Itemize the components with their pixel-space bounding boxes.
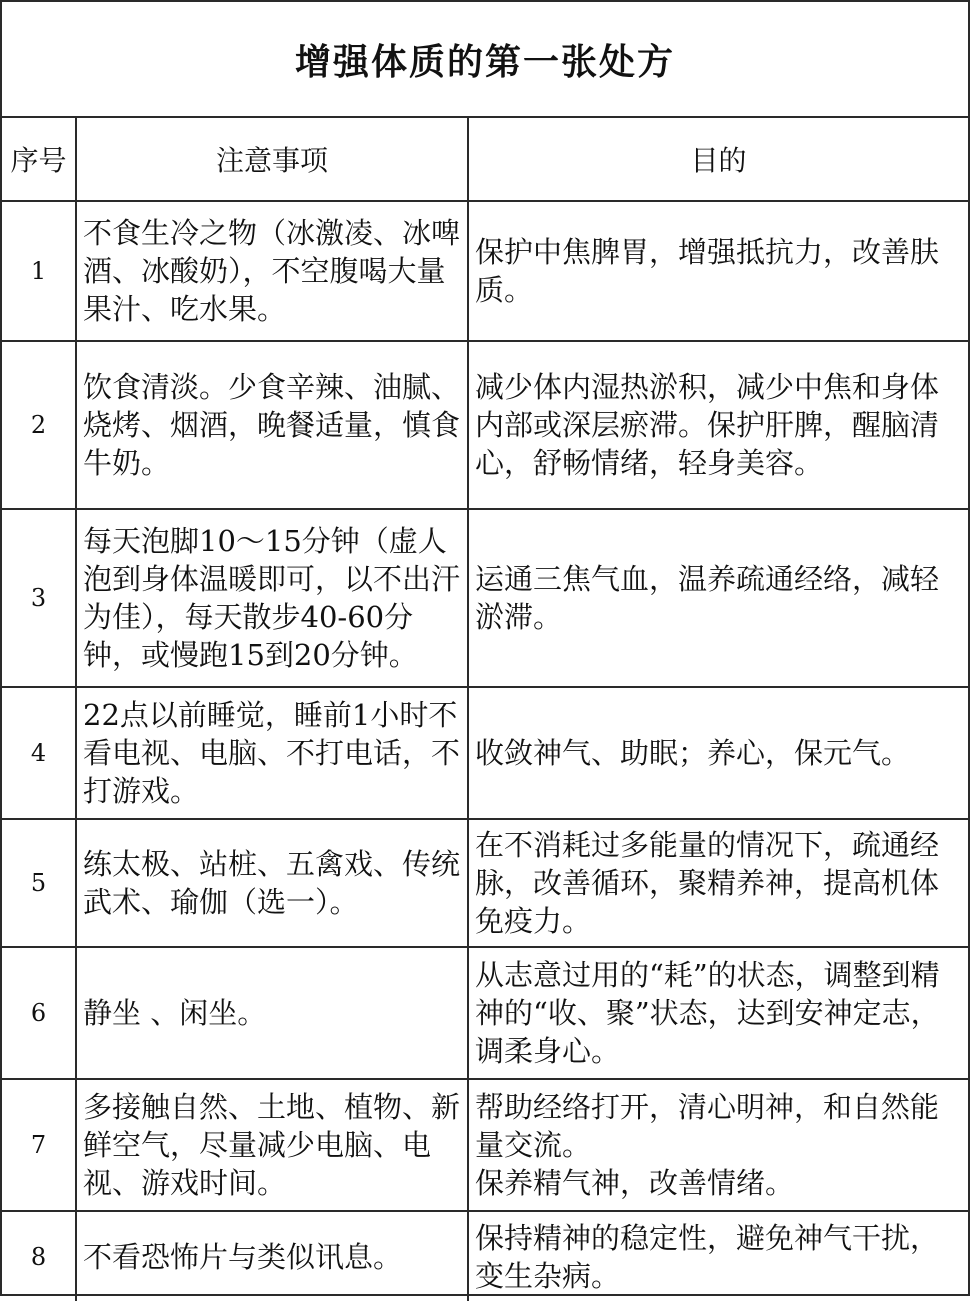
title-row <box>2 2 968 118</box>
row-purpose: 保持精神的稳定性，避免神气干扰，变生杂病。 <box>468 1211 968 1301</box>
page-title: 增强体质的第一张处方 <box>294 41 675 83</box>
table-row <box>2 509 968 687</box>
column-header-purpose: 目的 <box>468 118 968 201</box>
table-row <box>2 201 968 341</box>
row-purpose: 收敛神气、助眠；养心，保元气。 <box>468 687 968 819</box>
row-purpose-line: 帮助经络打开，清心明神，和自然能量交流。 <box>475 1090 940 1162</box>
row-purpose <box>468 1079 968 1211</box>
row-purpose: 减少体内湿热淤积，减少中焦和身体内部或深层瘀滞。保护肝脾，醒脑清心，舒畅情绪，轻身美容。 <box>468 341 968 509</box>
row-index: 5 <box>2 819 76 947</box>
table-row <box>2 341 968 509</box>
prescription-table <box>2 118 968 1301</box>
column-header-index: 序号 <box>2 118 76 201</box>
column-header-notes: 注意事项 <box>76 118 468 201</box>
row-note: 22点以前睡觉，睡前1小时不看电视、电脑、不打电话，不打游戏。 <box>76 687 468 819</box>
row-index: 3 <box>2 509 76 687</box>
row-purpose-line: 保养精气神，改善情绪。 <box>475 1166 795 1200</box>
table-row <box>2 819 968 947</box>
table-row <box>2 1079 968 1211</box>
row-index: 1 <box>2 201 76 341</box>
row-note: 不看恐怖片与类似讯息。 <box>76 1211 468 1301</box>
header-row <box>2 118 968 201</box>
row-index: 4 <box>2 687 76 819</box>
row-index: 7 <box>2 1079 76 1211</box>
row-purpose: 在不消耗过多能量的情况下，疏通经脉，改善循环，聚精养神，提高机体免疫力。 <box>468 819 968 947</box>
row-purpose: 保护中焦脾胃，增强抵抗力，改善肤质。 <box>468 201 968 341</box>
row-note: 不食生冷之物（冰激凌、冰啤酒、冰酸奶），不空腹喝大量果汁、吃水果。 <box>76 201 468 341</box>
row-index: 8 <box>2 1211 76 1301</box>
row-note: 练太极、站桩、五禽戏、传统武术、瑜伽（选一）。 <box>76 819 468 947</box>
row-index: 2 <box>2 341 76 509</box>
table-row <box>2 947 968 1079</box>
row-purpose: 运通三焦气血，温养疏通经络，减轻淤滞。 <box>468 509 968 687</box>
row-note: 多接触自然、土地、植物、新鲜空气，尽量减少电脑、电视、游戏时间。 <box>76 1079 468 1211</box>
row-note: 静坐 、闲坐。 <box>76 947 468 1079</box>
row-purpose: 从志意过用的“耗”的状态，调整到精神的“收、聚”状态，达到安神定志，调柔身心。 <box>468 947 968 1079</box>
row-note: 饮食清淡。少食辛辣、油腻、烧烤、烟酒，晚餐适量，慎食牛奶。 <box>76 341 468 509</box>
table-row <box>2 1211 968 1301</box>
table-row <box>2 687 968 819</box>
row-note: 每天泡脚10～15分钟（虚人泡到身体温暖即可，以不出汗为佳），每天散步40-60分钟，或慢跑15到20分钟。 <box>76 509 468 687</box>
row-index: 6 <box>2 947 76 1079</box>
